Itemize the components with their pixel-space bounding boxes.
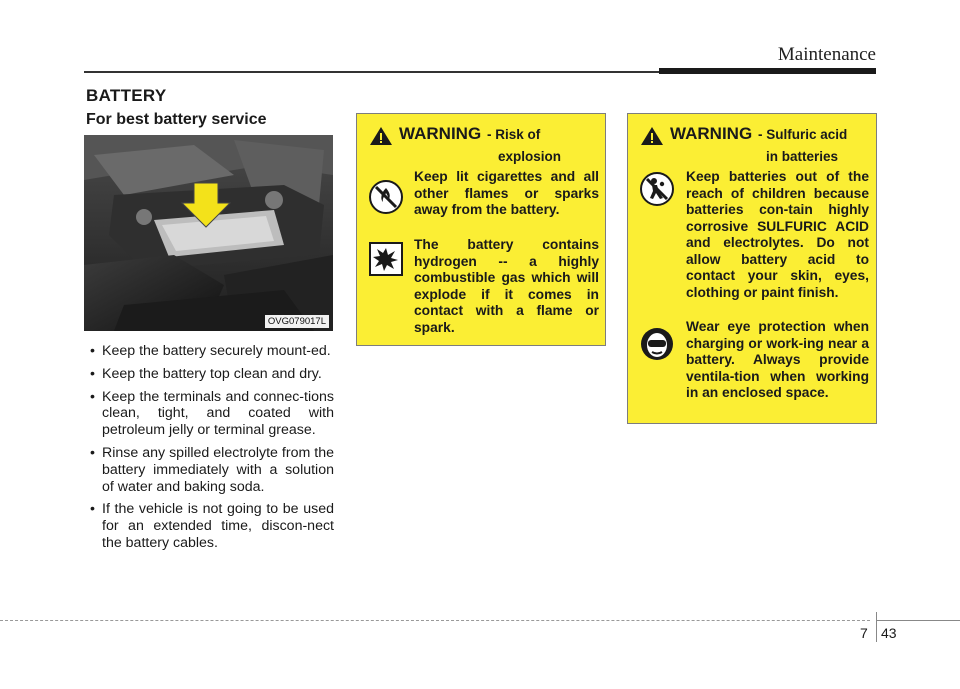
eye-protection-icon — [640, 327, 674, 361]
warning-text-2: Wear eye protection when charging or work-ing near a battery. Always provide ventila-tion when working in an enclosed space. — [686, 319, 869, 400]
warning-text-1: Keep lit cigarettes and all other flames or sparks away from the battery. — [414, 169, 599, 217]
no-flame-icon — [369, 180, 403, 214]
page-number: 43 — [881, 625, 897, 641]
tips-list — [86, 343, 334, 558]
warning-subtitle: - Risk of — [487, 127, 541, 142]
keep-away-children-icon — [640, 172, 674, 206]
header-title: Maintenance — [777, 44, 876, 65]
explosive-icon — [369, 242, 403, 276]
footer-rule-right — [876, 620, 960, 621]
footer-divider — [876, 612, 877, 642]
section-title: BATTERY — [86, 86, 167, 105]
header-rule-thick — [659, 68, 876, 74]
footer-rule — [0, 620, 870, 621]
list-item: • Keep the battery top clean and dry. — [86, 366, 334, 383]
list-item: • If the vehicle is not going to be used for an extended time, discon-nect the battery cables. — [86, 501, 334, 551]
warning-box-explosion — [356, 113, 606, 346]
list-item: • Keep the battery securely mount-ed. — [86, 343, 334, 360]
warning-box-sulfuric-acid — [627, 113, 877, 424]
warning-triangle-icon — [640, 126, 664, 146]
warning-text-2: The battery contains hydrogen -- a highly combustible gas which will explode if it comes in contact with a flame or spark. — [414, 237, 599, 335]
section-subtitle: For best battery service — [86, 111, 267, 128]
warning-subtitle-line2: explosion — [498, 149, 562, 164]
warning-subtitle-line2: in batteries — [766, 149, 839, 164]
warning-triangle-icon — [369, 126, 393, 146]
battery-photo — [84, 135, 333, 331]
figure-caption: OVG079017L — [265, 315, 329, 328]
warning-text-1: Keep batteries out of the reach of children because batteries con-tain highly corrosive SULFURIC ACID and electrolytes. Do not allow battery acid to contact your skin, eyes, clothing or paint finish. — [686, 169, 869, 300]
header-rule — [84, 71, 659, 73]
list-item: • Keep the terminals and connec-tions clean, tight, and coated with petroleum jelly or terminal grease. — [86, 389, 334, 439]
warning-subtitle: - Sulfuric acid — [758, 127, 848, 142]
list-item: • Rinse any spilled electrolyte from the battery immediately with a solution of water and baking soda. — [86, 445, 334, 495]
chapter-number: 7 — [860, 625, 868, 641]
warning-word: WARNING — [670, 124, 753, 143]
warning-word: WARNING — [399, 124, 482, 143]
